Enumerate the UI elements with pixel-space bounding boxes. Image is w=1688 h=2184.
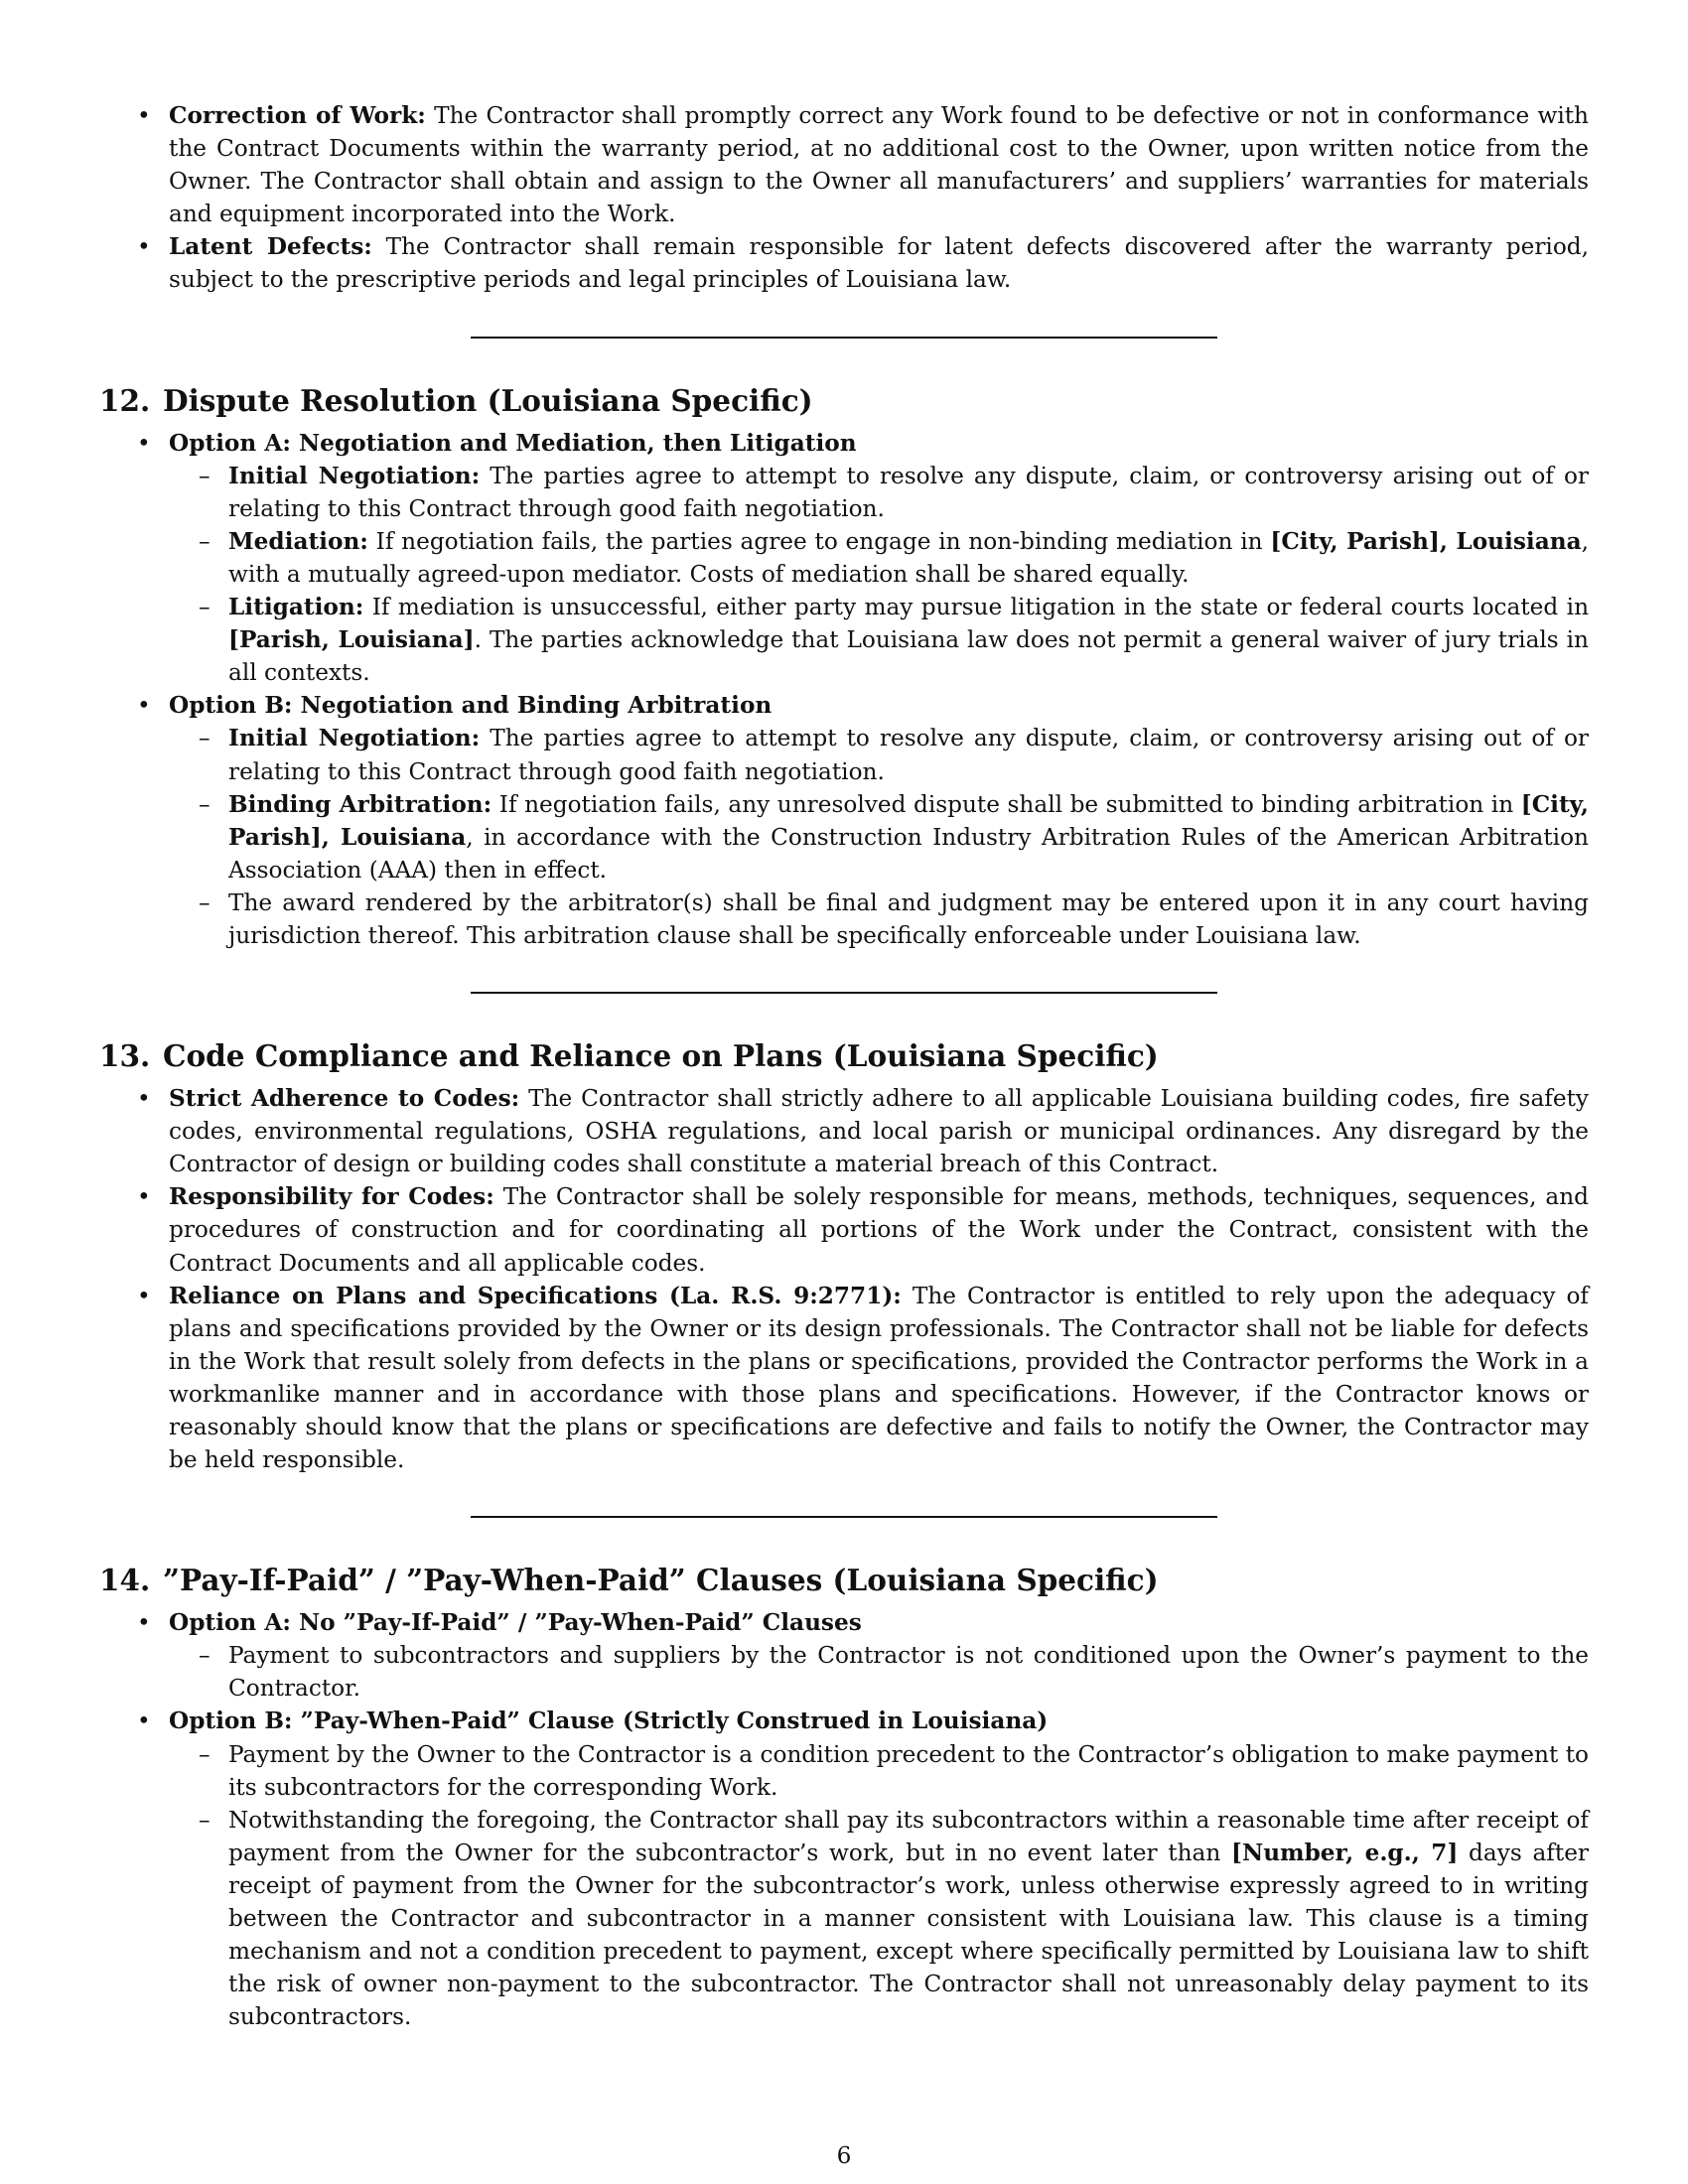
item-label: Correction of Work: bbox=[169, 102, 426, 129]
item-label: Latent Defects: bbox=[169, 233, 372, 261]
placeholder-text: [City, Parish], Louisiana bbox=[228, 790, 1590, 851]
item-text: The Contractor shall strictly adhere to all applicable Louisiana building codes, fire safety codes, environmental regulations, OSHA regulations, and local parish or municipal ordinances. Any disregard by the Contractor of design or building codes shall constitute a material breach of this Contract. bbox=[169, 1085, 1589, 1178]
section-13-list bbox=[99, 1082, 1589, 1476]
section-title: Code Compliance and Reliance on Plans (Louisiana Specific) bbox=[163, 1038, 1159, 1074]
sub-item bbox=[169, 788, 1589, 887]
list-item bbox=[99, 230, 1589, 296]
section-divider bbox=[471, 992, 1217, 994]
list-item bbox=[99, 99, 1589, 230]
document-page bbox=[99, 99, 1589, 2033]
section-title: ”Pay-If-Paid” / ”Pay-When-Paid” Clauses (Louisiana Specific) bbox=[163, 1563, 1159, 1598]
item-text: Notwithstanding the foregoing, the Contractor shall pay its subcontractors within a reasonable time after receipt of payment from the Owner for the subcontractor’s work, but in no event later than bbox=[228, 1806, 1589, 1866]
item-text: The Contractor is entitled to rely upon the adequacy of plans and specifications provided by the Owner or its design professionals. The Contractor shall not be liable for defects in the Work that result solely from defects in the plans or specifications, provided the Contractor performs the Work in a workmanlike manner and in accordance with those plans and specifications. However, if the Contractor knows or reasonably should know that the plans or specifications are defective and fails to notify the Owner, the Contractor may be held responsible. bbox=[169, 1282, 1589, 1474]
item-text: The parties agree to attempt to resolve any dispute, claim, or controversy arising out of or relating to this Contract through good faith negotiation. bbox=[228, 725, 1589, 785]
list-item bbox=[99, 1082, 1589, 1180]
item-label: Initial Negotiation: bbox=[228, 462, 481, 489]
section-heading bbox=[99, 381, 1589, 421]
section-number: 13. bbox=[99, 1038, 151, 1074]
item-label: Responsibility for Codes: bbox=[169, 1183, 494, 1211]
option-heading: Option A: No ”Pay-If-Paid” / ”Pay-When-Paid” Clauses bbox=[169, 1609, 862, 1637]
section-12-list bbox=[99, 427, 1589, 953]
item-label: Binding Arbitration: bbox=[228, 790, 492, 818]
option-heading: Option A: Negotiation and Mediation, then Litigation bbox=[169, 429, 857, 457]
sub-list bbox=[169, 460, 1589, 690]
sub-list bbox=[169, 1738, 1589, 2034]
list-item bbox=[99, 427, 1589, 690]
item-text: If mediation is unsuccessful, either party may pursue litigation in the state or federal courts located in bbox=[363, 594, 1589, 621]
item-label: Litigation: bbox=[228, 594, 364, 621]
item-text: If negotiation fails, the parties agree to engage in non-binding mediation in bbox=[367, 527, 1271, 555]
item-label: Strict Adherence to Codes: bbox=[169, 1085, 520, 1113]
section-divider bbox=[471, 1516, 1217, 1518]
sub-item bbox=[169, 887, 1589, 952]
list-item bbox=[99, 1705, 1589, 2033]
placeholder-text: [City, Parish], Louisiana bbox=[1270, 527, 1582, 555]
item-text: days after receipt of payment from the Owner for the subcontractor’s work, unless otherwise expressly agreed to in writing between the Contractor and subcontractor in a manner consistent with Louisiana law. This clause is a timing mechanism and not a condition precedent to payment, except where specifically permitted by Louisiana law to shift the risk of owner non-payment to the subcontractor. The Contractor shall not unreasonably delay payment to its subcontractors. bbox=[228, 1839, 1589, 2031]
section-14-list bbox=[99, 1606, 1589, 2033]
item-text: The Contractor shall promptly correct any Work found to be defective or not in conformance with the Contract Documents within the warranty period, at no additional cost to the Owner, upon written notice from the Owner. The Contractor shall obtain and assign to the Owner all manufacturers’ and suppliers’ warranties for materials and equipment incorporated into the Work. bbox=[169, 102, 1589, 228]
sub-list bbox=[169, 722, 1589, 952]
item-label: Mediation: bbox=[228, 527, 368, 555]
item-label: Reliance on Plans and Specifications (La. R.S. 9:2771): bbox=[169, 1282, 902, 1309]
sub-item bbox=[169, 1738, 1589, 1804]
item-label: Initial Negotiation: bbox=[228, 725, 481, 752]
option-heading: Option B: Negotiation and Binding Arbitration bbox=[169, 692, 773, 720]
item-text: The Contractor shall be solely responsible for means, methods, techniques, sequences, and procedures of construction and for coordinating all portions of the Work under the Contract, consistent with the Contract Documents and all applicable codes. bbox=[169, 1183, 1589, 1277]
page-number: 6 bbox=[836, 2142, 852, 2169]
section-number: 12. bbox=[99, 382, 151, 418]
section-heading bbox=[99, 1561, 1589, 1600]
item-text: , in accordance with the Construction Industry Arbitration Rules of the American Arbitration Association (AAA) then in effect. bbox=[228, 823, 1589, 884]
sub-item bbox=[169, 525, 1589, 591]
warranty-carryover-list bbox=[99, 99, 1589, 297]
section-heading bbox=[99, 1036, 1589, 1076]
sub-item bbox=[169, 591, 1589, 689]
item-text: . The parties acknowledge that Louisiana law does not permit a general waiver of jury trials in all contexts. bbox=[228, 626, 1589, 687]
sub-item bbox=[169, 1804, 1589, 2034]
placeholder-text: [Parish, Louisiana] bbox=[228, 626, 475, 654]
placeholder-text: [Number, e.g., 7] bbox=[1231, 1839, 1459, 1866]
sub-item bbox=[169, 460, 1589, 525]
sub-item bbox=[169, 722, 1589, 787]
sub-item bbox=[169, 1639, 1589, 1705]
item-text: , with a mutually agreed-upon mediator. Costs of mediation shall be shared equally. bbox=[228, 527, 1589, 588]
item-text: If negotiation fails, any unresolved dispute shall be submitted to binding arbitration in bbox=[492, 790, 1521, 818]
option-heading: Option B: ”Pay-When-Paid” Clause (Strictly Construed in Louisiana) bbox=[169, 1707, 1049, 1735]
list-item bbox=[99, 689, 1589, 952]
item-text: The parties agree to attempt to resolve any dispute, claim, or controversy arising out of or relating to this Contract through good faith negotiation. bbox=[228, 462, 1589, 522]
list-item bbox=[99, 1180, 1589, 1279]
list-item bbox=[99, 1280, 1589, 1477]
item-text: Payment by the Owner to the Contractor is a condition precedent to the Contractor’s obligation to make payment to its subcontractors for the corresponding Work. bbox=[228, 1740, 1589, 1801]
section-number: 14. bbox=[99, 1563, 151, 1598]
list-item bbox=[99, 1606, 1589, 1705]
sub-list bbox=[169, 1639, 1589, 1705]
item-text: The Contractor shall remain responsible for latent defects discovered after the warranty period, subject to the prescriptive periods and legal principles of Louisiana law. bbox=[169, 233, 1590, 294]
section-title: Dispute Resolution (Louisiana Specific) bbox=[163, 382, 813, 418]
section-divider bbox=[471, 337, 1217, 339]
item-text: The award rendered by the arbitrator(s) shall be final and judgment may be entered upon it in any court having jurisdiction thereof. This arbitration clause shall be specifically enforceable under Louisiana law. bbox=[228, 888, 1589, 949]
item-text: Payment to subcontractors and suppliers by the Contractor is not conditioned upon the Owner’s payment to the Contractor. bbox=[228, 1642, 1589, 1703]
